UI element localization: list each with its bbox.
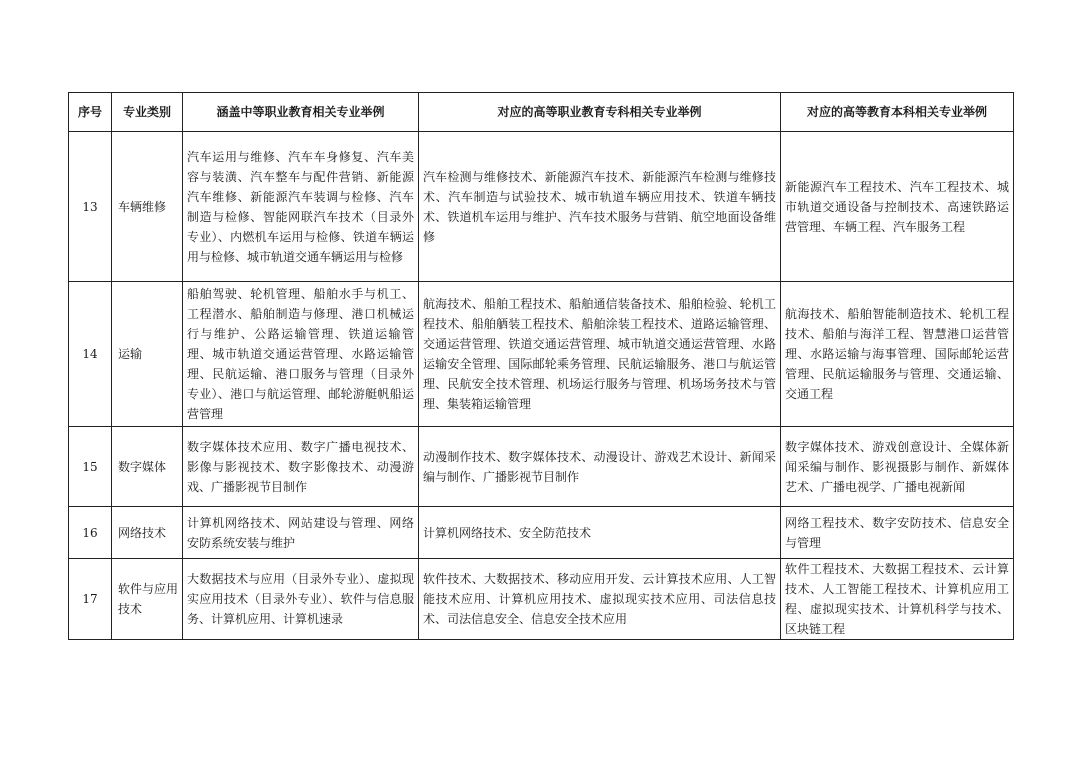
row-category: 运输 bbox=[112, 282, 183, 427]
row-category: 数字媒体 bbox=[112, 427, 183, 507]
header-vocational: 对应的高等职业教育专科相关专业举例 bbox=[419, 93, 781, 132]
header-secondary: 涵盖中等职业教育相关专业举例 bbox=[183, 93, 419, 132]
table-row bbox=[69, 507, 1014, 559]
table-header-row bbox=[69, 93, 1014, 132]
table-row bbox=[69, 132, 1014, 282]
row-num: 16 bbox=[69, 507, 112, 559]
majors-table bbox=[68, 92, 1014, 640]
row-undergrad: 网络工程技术、数字安防技术、信息安全与管理 bbox=[781, 507, 1014, 559]
row-secondary: 船舶驾驶、轮机管理、船舶水手与机工、工程潜水、船舶制造与修理、港口机械运行与维护、公路运输管理、铁道运输管理、城市轨道交通运营管理、水路运输管理、民航运输、港口服务与管理（目录外专业）、港口与航运管理、邮轮游艇帆船运营管理 bbox=[183, 282, 419, 427]
row-secondary: 汽车运用与维修、汽车车身修复、汽车美容与装潢、汽车整车与配件营销、新能源汽车维修、新能源汽车装调与检修、汽车制造与检修、智能网联汽车技术（目录外专业）、内燃机车运用与检修、铁道车辆运用与检修、城市轨道交通车辆运用与检修 bbox=[183, 132, 419, 282]
header-num: 序号 bbox=[69, 93, 112, 132]
header-category: 专业类别 bbox=[112, 93, 183, 132]
table-row bbox=[69, 427, 1014, 507]
row-vocational: 动漫制作技术、数字媒体技术、动漫设计、游戏艺术设计、新闻采编与制作、广播影视节目制作 bbox=[419, 427, 781, 507]
row-undergrad: 新能源汽车工程技术、汽车工程技术、城市轨道交通设备与控制技术、高速铁路运营管理、车辆工程、汽车服务工程 bbox=[781, 132, 1014, 282]
row-num: 14 bbox=[69, 282, 112, 427]
row-category: 车辆维修 bbox=[112, 132, 183, 282]
row-secondary: 数字媒体技术应用、数字广播电视技术、影像与影视技术、数字影像技术、动漫游戏、广播影视节目制作 bbox=[183, 427, 419, 507]
table-row bbox=[69, 282, 1014, 427]
row-category: 软件与应用技术 bbox=[112, 559, 183, 640]
row-vocational: 软件技术、大数据技术、移动应用开发、云计算技术应用、人工智能技术应用、计算机应用技术、虚拟现实技术应用、司法信息技术、司法信息安全、信息安全技术应用 bbox=[419, 559, 781, 640]
row-undergrad: 数字媒体技术、游戏创意设计、全媒体新闻采编与制作、影视摄影与制作、新媒体艺术、广播电视学、广播电视新闻 bbox=[781, 427, 1014, 507]
row-num: 17 bbox=[69, 559, 112, 640]
row-vocational: 汽车检测与维修技术、新能源汽车技术、新能源汽车检测与维修技术、汽车制造与试验技术、城市轨道车辆应用技术、铁道车辆技术、铁道机车运用与维护、汽车技术服务与营销、航空地面设备维修 bbox=[419, 132, 781, 282]
row-category: 网络技术 bbox=[112, 507, 183, 559]
row-undergrad: 航海技术、船舶智能制造技术、轮机工程技术、船舶与海洋工程、智慧港口运营管理、水路运输与海事管理、国际邮轮运营管理、民航运输服务与管理、交通运输、交通工程 bbox=[781, 282, 1014, 427]
row-num: 15 bbox=[69, 427, 112, 507]
row-vocational: 航海技术、船舶工程技术、船舶通信装备技术、船舶检验、轮机工程技术、船舶舾装工程技术、船舶涂装工程技术、道路运输管理、交通运营管理、铁道交通运营管理、城市轨道交通运营管理、水路运输安全管理、国际邮轮乘务管理、民航运输服务、港口与航运管理、民航安全技术管理、机场运行服务与管理、机场场务技术与管理、集装箱运输管理 bbox=[419, 282, 781, 427]
row-undergrad: 软件工程技术、大数据工程技术、云计算技术、人工智能工程技术、计算机应用工程、虚拟现实技术、计算机科学与技术、区块链工程 bbox=[781, 559, 1014, 640]
table-row bbox=[69, 559, 1014, 640]
row-secondary: 大数据技术与应用（目录外专业）、虚拟现实应用技术（目录外专业）、软件与信息服务、计算机应用、计算机速录 bbox=[183, 559, 419, 640]
row-secondary: 计算机网络技术、网站建设与管理、网络安防系统安装与维护 bbox=[183, 507, 419, 559]
row-num: 13 bbox=[69, 132, 112, 282]
header-undergrad: 对应的高等教育本科相关专业举例 bbox=[781, 93, 1014, 132]
row-vocational: 计算机网络技术、安全防范技术 bbox=[419, 507, 781, 559]
